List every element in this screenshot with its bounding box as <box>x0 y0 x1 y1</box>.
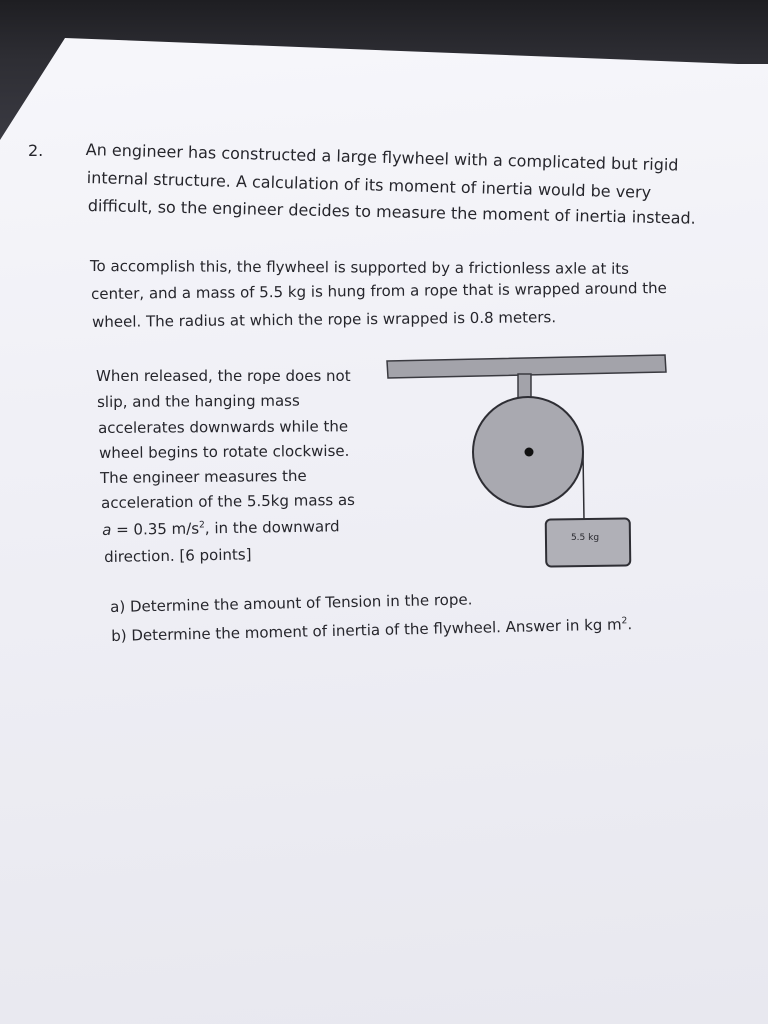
measure-line-5: The engineer measures the <box>100 466 307 487</box>
acceleration-line: a = 0.35 $m/s^2$, in the downward <box>102 517 340 539</box>
part-b: b) Determine the moment of inertia of the flywheel. Answer in kg $m^2$. <box>111 615 633 645</box>
measure-line-2: slip, and the hanging mass <box>97 391 300 411</box>
measure-line-6: acceleration of the 5.5kg mass as <box>101 490 356 512</box>
mass-label: 5.5 kg <box>570 533 600 543</box>
rope <box>583 453 584 520</box>
acceleration-symbol: a <box>102 520 112 539</box>
setup-line-1: To accomplish this, the flywheel is supported by a frictionless axle at its <box>89 257 630 278</box>
intro-line-3: difficult, so the engineer decides to measure the moment of inertia instead. <box>87 196 696 228</box>
intro-line-2: internal structure. A calculation of its moment of inertia would be very <box>86 168 652 202</box>
part-a: a) Determine the amount of Tension in the rope. <box>110 590 473 616</box>
intro-line-1: An engineer has constructed a large flywheel with a complicated but rigid <box>85 140 679 175</box>
measure-line-4: wheel begins to rotate clockwise. <box>99 441 350 462</box>
measure-line-1: When released, the rope does not <box>96 367 351 385</box>
question-number: 2. <box>28 141 44 160</box>
setup-line-2: center, and a mass of 5.5 kg is hung from a rope that is wrapped around the <box>91 278 667 303</box>
points-line: direction. [6 points] <box>104 545 252 566</box>
measure-line-3: accelerates downwards while the <box>98 417 349 437</box>
axle-dot <box>525 448 534 457</box>
setup-line-3: wheel. The radius at which the rope is wrapped is 0.8 meters. <box>92 308 557 331</box>
